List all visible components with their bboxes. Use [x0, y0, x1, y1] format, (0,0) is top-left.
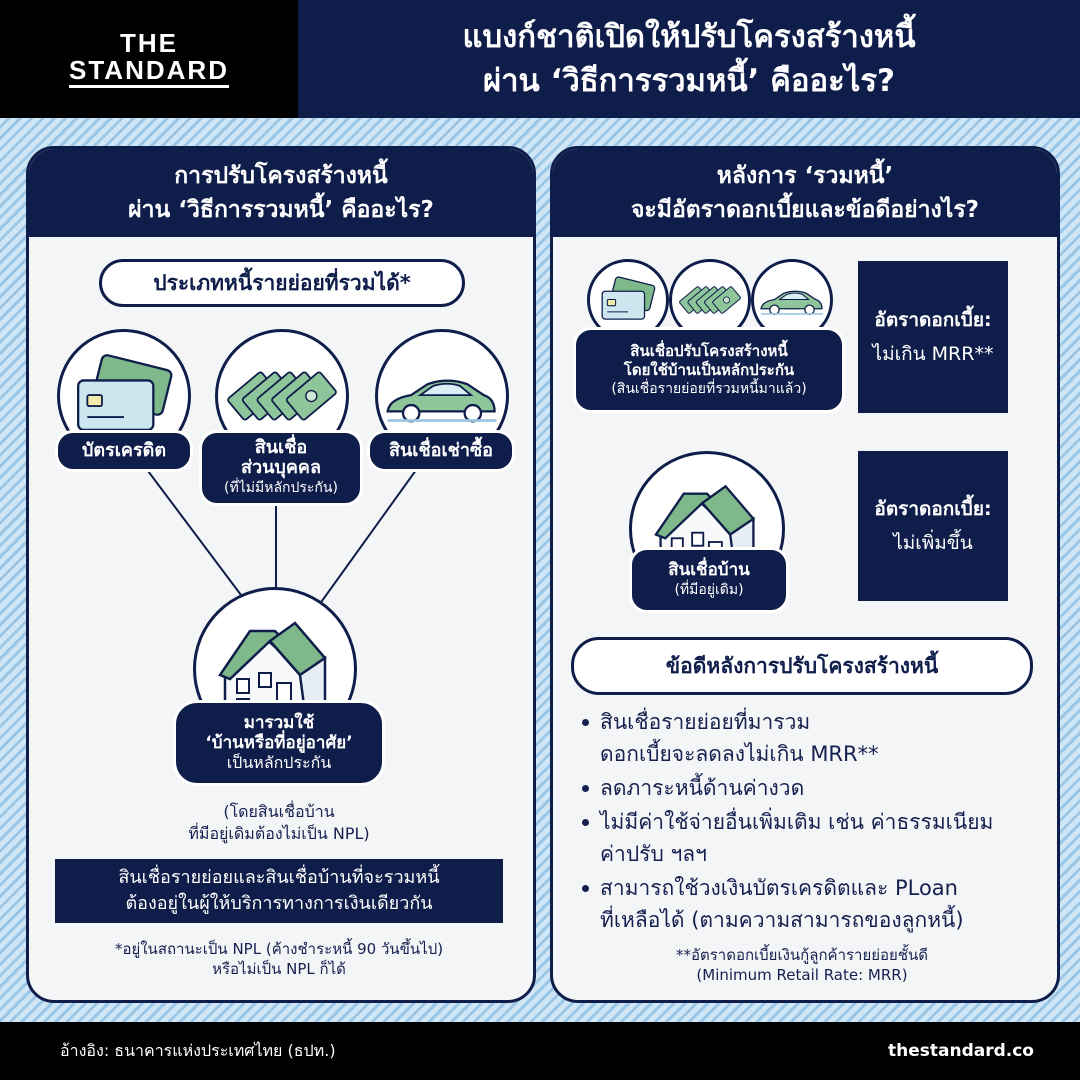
npl-footnote — [39, 939, 519, 979]
right-header-line-1: หลังการ ‘รวมหนี้’ — [716, 163, 894, 189]
footer — [0, 1022, 1080, 1080]
advantage-3-line-2: ค่าปรับ ฯลฯ — [600, 842, 707, 866]
advantage-3-line-1: ไม่มีค่าใช้จ่ายอื่นเพิ่มเติม เช่น ค่าธรรมเนียม — [600, 810, 994, 834]
list-item — [578, 706, 1048, 770]
restructured-line-1: สินเชื่อปรับโครงสร้างหนี้ — [630, 341, 788, 360]
right-panel-header — [553, 149, 1057, 237]
personal-loan-line-2: ส่วนบุคคล — [241, 457, 321, 478]
advantage-4-line-1: สามารถใช้วงเงินบัตรเครดิตและ PLoan — [600, 876, 958, 900]
brand-logo — [0, 0, 298, 118]
site-link[interactable]: thestandard.co — [888, 1041, 1034, 1061]
advantages-title: ข้อดีหลังการปรับโครงสร้างหนี้ — [571, 637, 1033, 695]
hire-purchase-label — [367, 430, 515, 472]
page-title-line-1: แบงก์ชาติเปิดให้ปรับโครงสร้างหนี้ — [462, 19, 916, 55]
rate2-title: อัตราดอกเบี้ย: — [874, 498, 992, 520]
left-header-line-2: ผ่าน ‘วิธีการรวมหนี้’ คืออะไร? — [128, 197, 434, 223]
personal-loan-sub: (ที่ไม่มีหลักประกัน) — [224, 480, 338, 496]
advantages-list — [578, 706, 1048, 938]
npl-note-line-1: (โดยสินเชื่อบ้าน — [223, 802, 335, 821]
restructured-sub: (สินเชื่อรายย่อยที่รวมหนี้มาแล้ว) — [611, 380, 807, 397]
home-loan-line-1: สินเชื่อบ้าน — [668, 560, 750, 580]
right-header-line-2: จะมีอัตราดอกเบี้ยและข้อดีอย่างไร? — [630, 197, 980, 223]
list-item — [578, 806, 1048, 870]
mrr-footnote — [567, 945, 1037, 985]
mrr-note-line-1: **อัตราดอกเบี้ยเงินกู้ลูกค้ารายย่อยชั้นดี — [675, 946, 929, 964]
personal-loan-line-1: สินเชื่อ — [254, 437, 308, 458]
home-loan-label — [629, 547, 789, 613]
npl-footnote-line-1: *อยู่ในสถานะเป็น NPL (ค้างชำระหนี้ 90 วันขึ้นไป) — [114, 940, 444, 958]
page-title-line-2: ผ่าน ‘วิธีการรวมหนี้’ คืออะไร? — [482, 63, 896, 99]
credit-card-label — [55, 430, 193, 472]
advantage-2-line-1: ลดภาระหนี้ด้านค่างวด — [600, 776, 805, 800]
list-item — [578, 872, 1048, 936]
logo-line-2: STANDARD — [69, 56, 229, 88]
page-title — [298, 0, 1080, 118]
hire-purchase-text: สินเชื่อเช่าซื้อ — [389, 440, 493, 461]
same-provider-box — [55, 859, 503, 923]
restructured-loan-label — [573, 327, 845, 413]
list-item — [578, 772, 1048, 804]
advantage-4-line-2: ที่เหลือได้ (ตามความสามารถของลูกหนี้) — [600, 908, 964, 932]
rate2-value: ไม่เพิ่มขึ้น — [893, 532, 973, 554]
rate1-value: ไม่เกิน MRR** — [872, 343, 994, 365]
advantage-1-line-1: สินเชื่อรายย่อยที่มารวม — [600, 710, 811, 734]
same-provider-line-1: สินเชื่อรายย่อยและสินเชื่อบ้านที่จะรวมหนี้ — [118, 867, 440, 888]
credit-card-text: บัตรเครดิต — [81, 440, 167, 461]
logo-line-1: THE — [120, 28, 178, 58]
advantage-1-line-2: ดอกเบี้ยจะลดลงไม่เกิน MRR** — [600, 742, 879, 766]
mrr-note-line-2: (Minimum Retail Rate: MRR) — [696, 966, 908, 984]
rate1-title: อัตราดอกเบี้ย: — [874, 309, 992, 331]
source-reference: อ้างอิง: ธนาคารแห่งประเทศไทย (ธปท.) — [60, 1041, 336, 1060]
home-loan-sub: (ที่มีอยู่เดิม) — [674, 582, 744, 598]
collateral-label — [173, 700, 385, 786]
left-panel — [26, 146, 536, 1003]
restructured-line-2: โดยใช้บ้านเป็นหลักประกัน — [623, 360, 795, 379]
same-provider-line-2: ต้องอยู่ในผู้ให้บริการทางการเงินเดียวกัน — [125, 893, 433, 914]
npl-note-line-2: ที่มีอยู่เดิมต้องไม่เป็น NPL) — [188, 824, 370, 843]
debt-types-title: ประเภทหนี้รายย่อยที่รวมได้* — [99, 259, 465, 307]
rate-box-restructured — [858, 261, 1008, 413]
collateral-line-2: ‘บ้านหรือที่อยู่อาศัย’ — [205, 733, 353, 753]
npl-footnote-line-2: หรือไม่เป็น NPL ก็ได้ — [212, 960, 346, 978]
rate-box-home-loan — [858, 451, 1008, 601]
collateral-line-3: เป็นหลักประกัน — [226, 753, 332, 772]
left-header-line-1: การปรับโครงสร้างหนี้ — [174, 163, 388, 189]
npl-note — [89, 801, 469, 845]
collateral-line-1: มารวมใช้ — [243, 713, 315, 733]
personal-loan-label — [199, 430, 363, 506]
